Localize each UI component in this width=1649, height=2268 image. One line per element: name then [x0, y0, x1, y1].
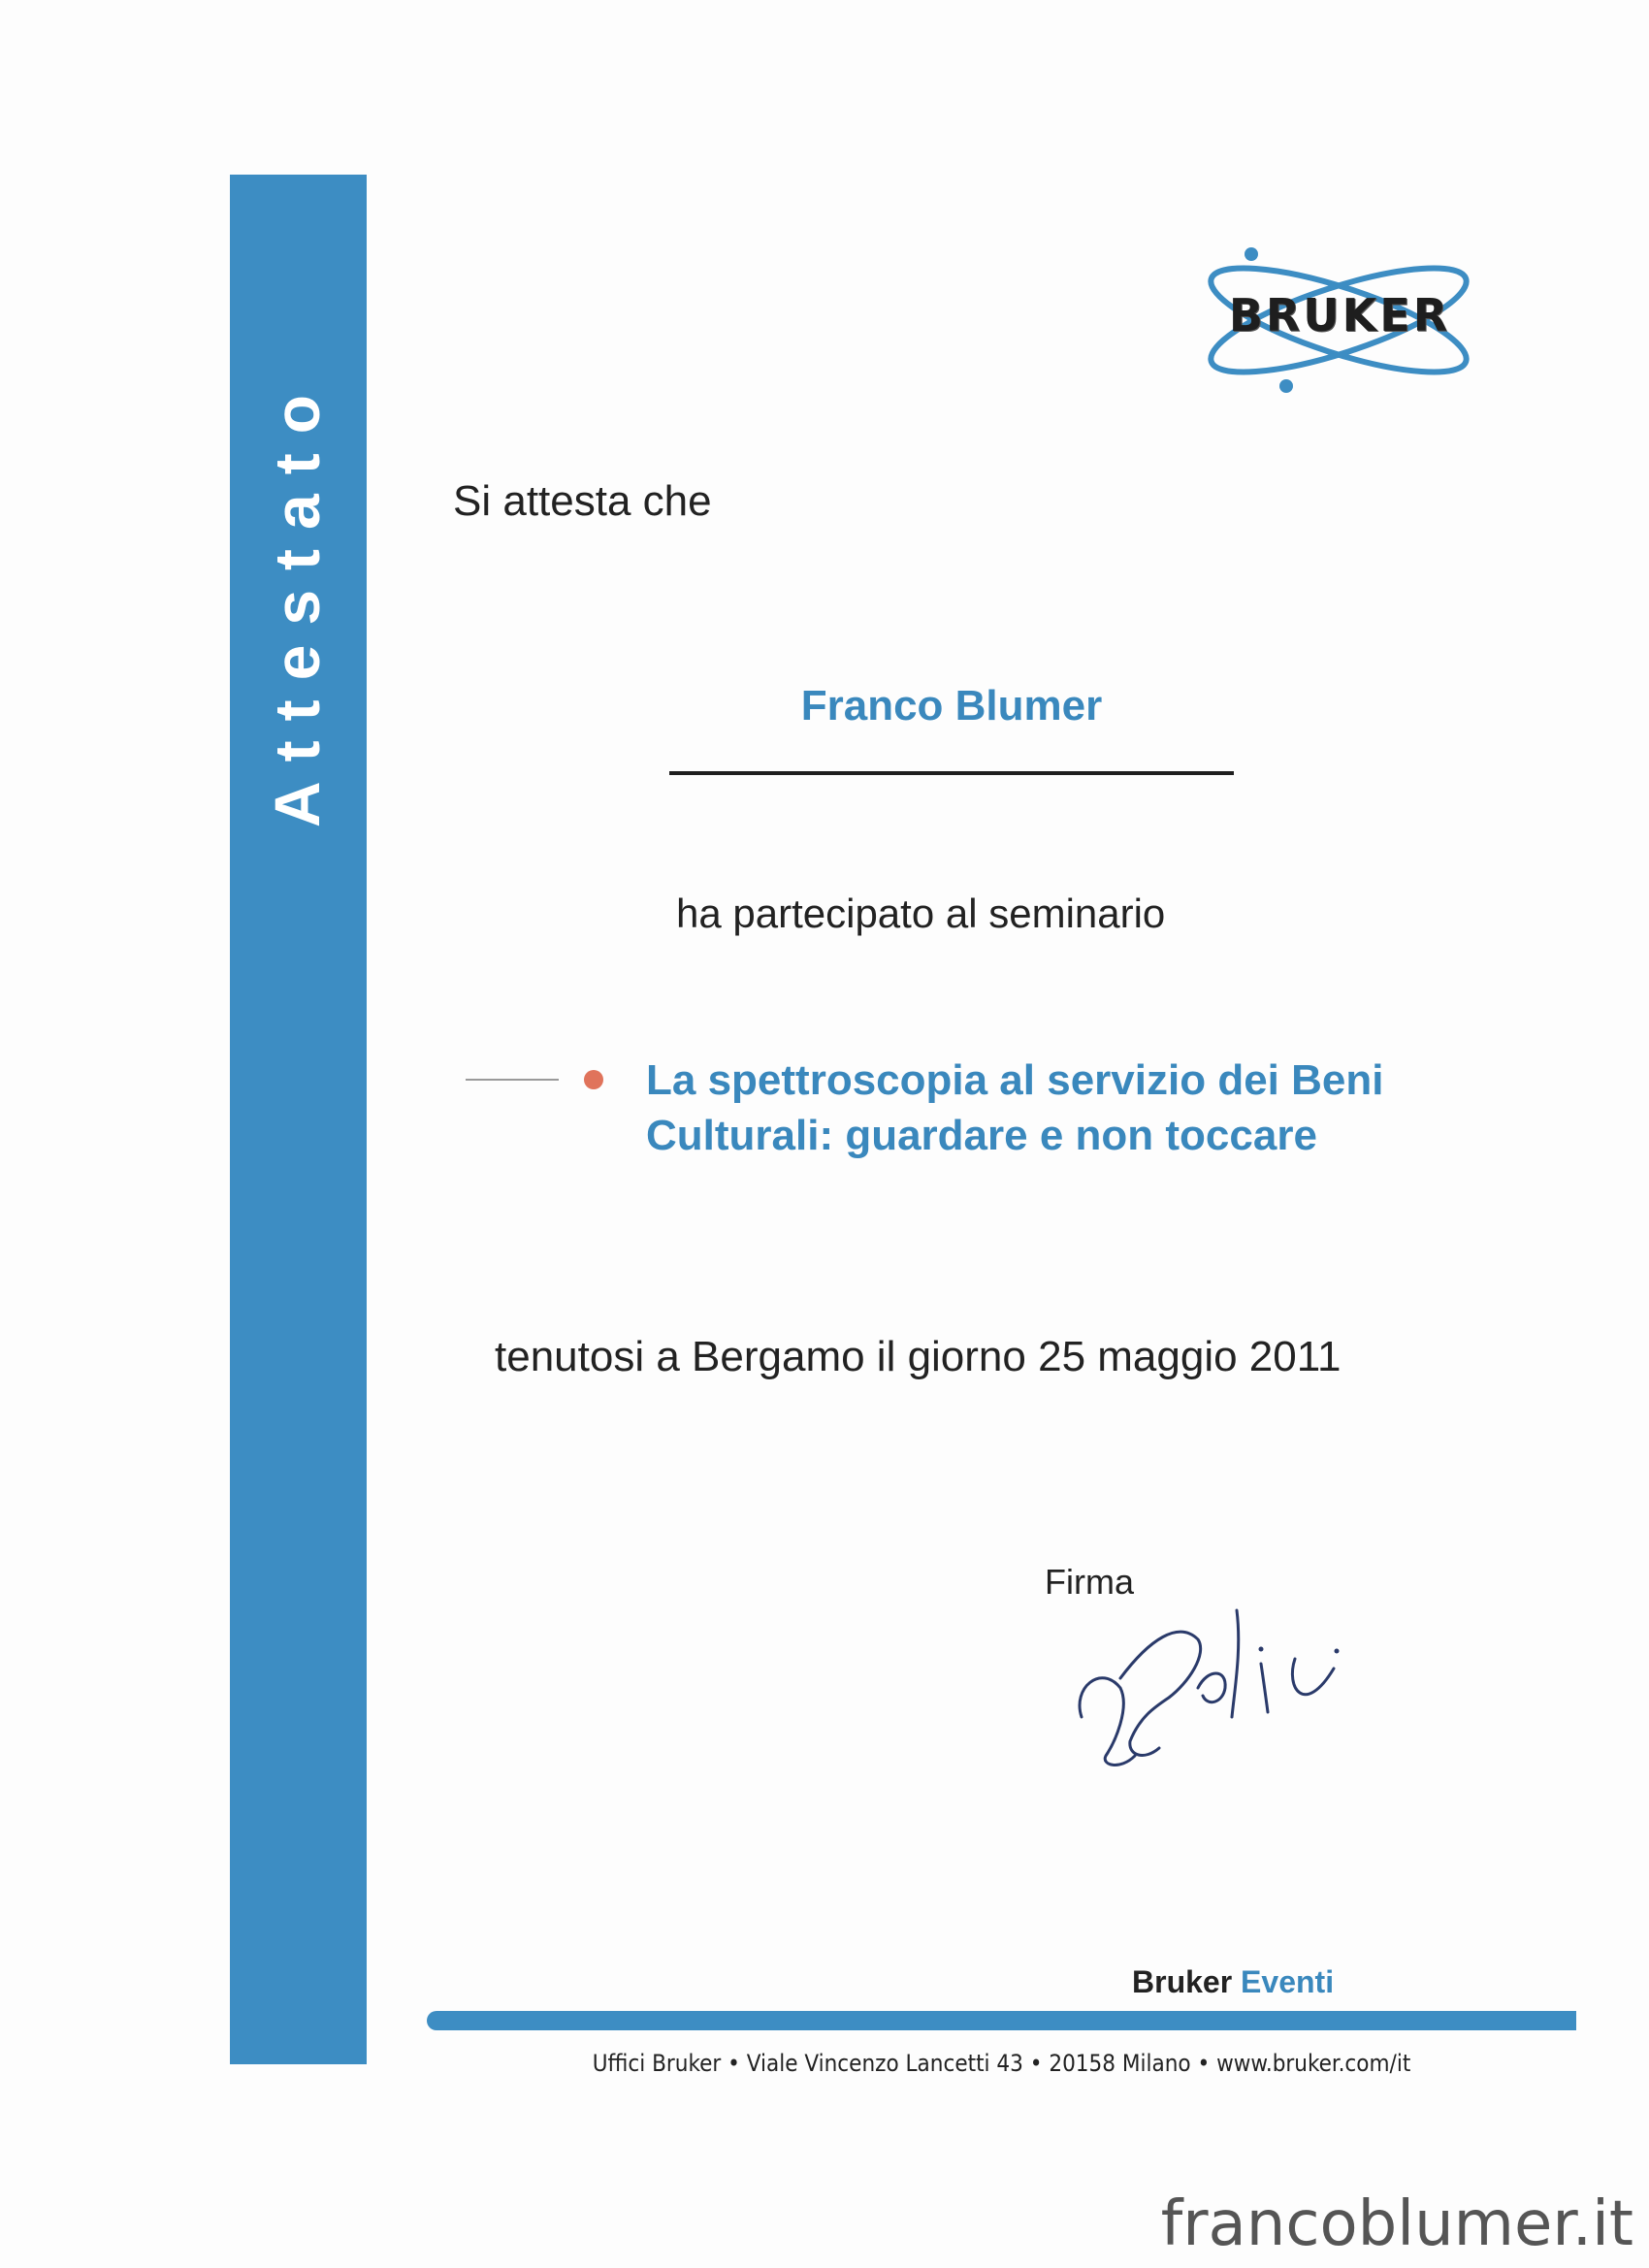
event-details: tenutosi a Bergamo il giorno 25 maggio 2011 [495, 1333, 1342, 1380]
recipient-name: Franco Blumer [800, 682, 1103, 729]
intro-text: Si attesta che [453, 477, 712, 525]
bruker-eventi-suffix: Eventi [1241, 1964, 1335, 1999]
footer-address: Uffici Bruker • Viale Vincenzo Lancetti 43 • 20158 Milano • www.bruker.com/it [592, 2050, 1411, 2077]
seminar-title [646, 1053, 1519, 1163]
bruker-eventi-brand: Bruker [1132, 1964, 1233, 1999]
signature-icon [1062, 1571, 1343, 1785]
seminar-title-line-2: Culturali: guardare e non toccare [646, 1112, 1317, 1159]
footer-bar [427, 2011, 1576, 2030]
seminar-title-line-1: La spettroscopia al servizio dei Beni [646, 1056, 1384, 1104]
watermark: francoblumer.it [1160, 2188, 1633, 2260]
signature-label: Firma [1045, 1562, 1134, 1602]
bullet-dash [466, 1079, 559, 1081]
bruker-eventi-label [1132, 1964, 1334, 2000]
bullet-dot-icon [584, 1070, 603, 1089]
bruker-logo-text: BRUKER [1228, 289, 1451, 341]
participation-text: ha partecipato al seminario [676, 891, 1166, 936]
sidebar-title: Attestato [261, 374, 333, 828]
recipient-underline [669, 771, 1234, 775]
